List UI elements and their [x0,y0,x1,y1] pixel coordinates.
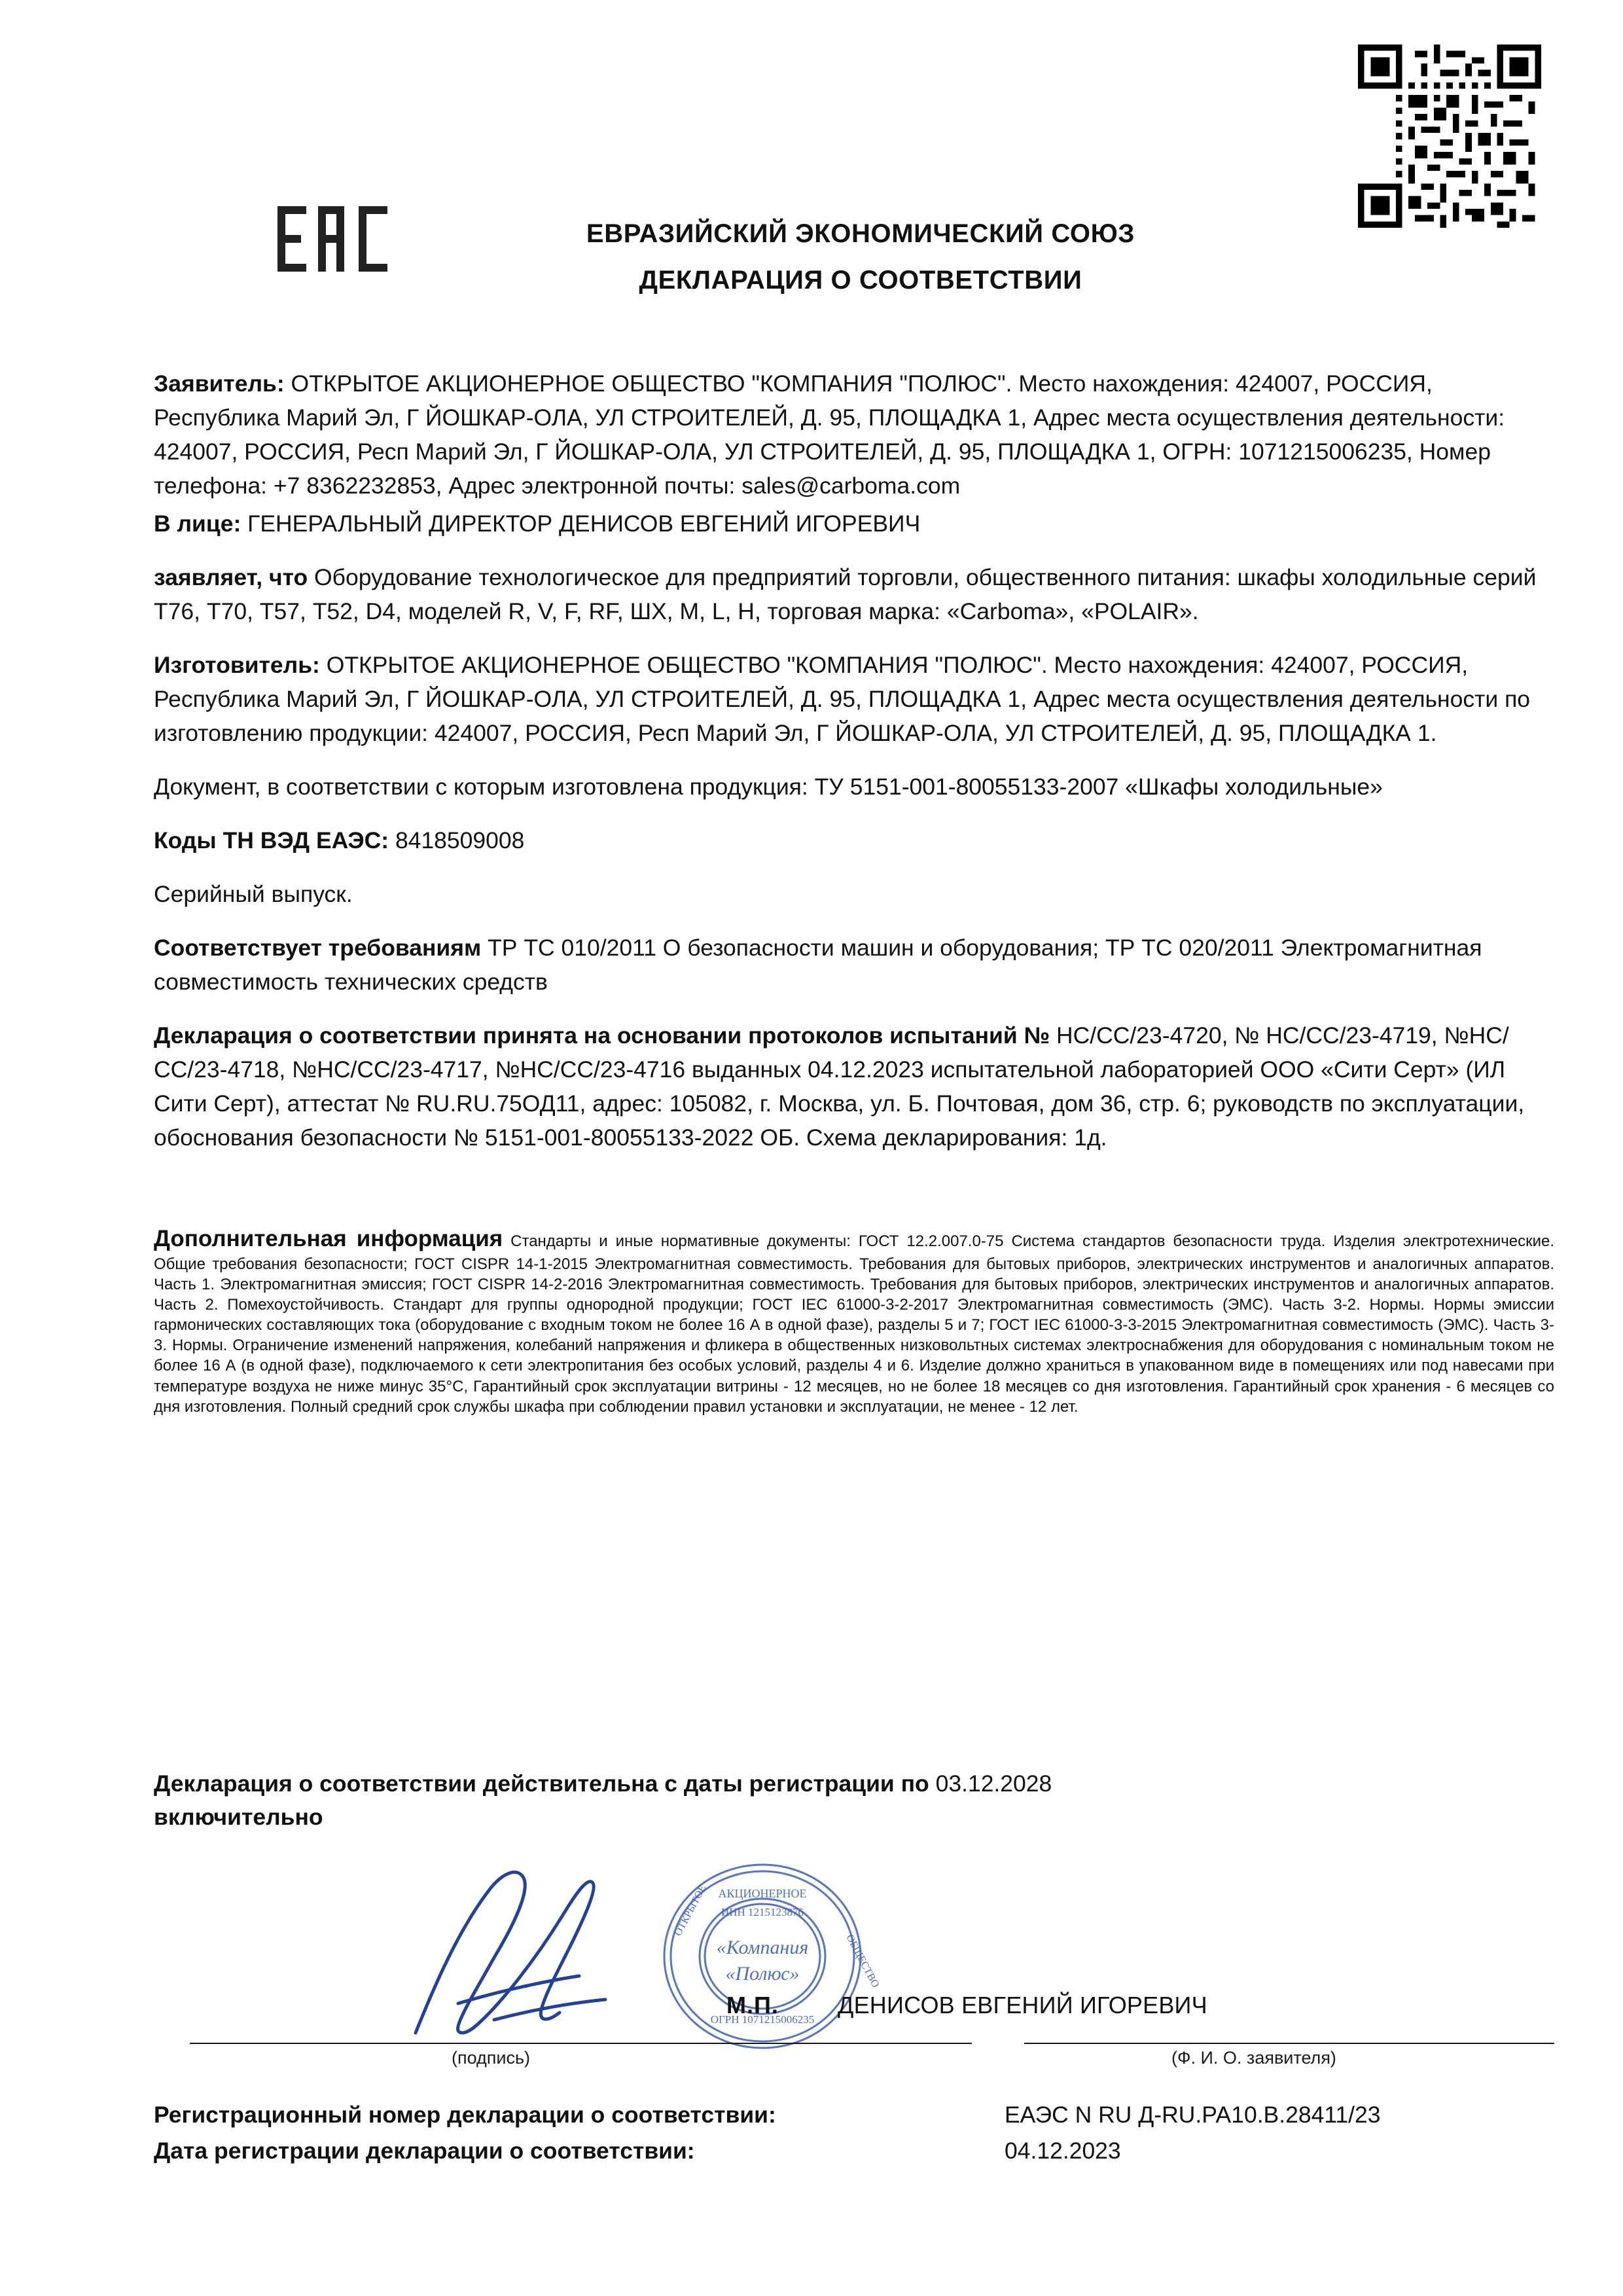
svg-text:ИНН 1215123876: ИНН 1215123876 [721,1905,804,1918]
validity-label: Декларация о соответствии действительна с даты регистрации по [154,1770,929,1797]
svg-text:«Компания: «Компания [716,1936,809,1958]
applicant-paragraph [154,367,1554,503]
validity-paragraph [154,1767,1554,1835]
svg-text:«Полюс»: «Полюс» [725,1962,800,1984]
svg-text:АКЦИОНЕРНОЕ: АКЦИОНЕРНОЕ [718,1886,807,1900]
declares-label: заявляет, что [154,564,308,590]
manufacturer-paragraph [154,648,1554,750]
registration-date-row [154,2138,1554,2164]
signature-rule-right [1024,2043,1554,2044]
applicant-text: ОТКРЫТОЕ АКЦИОНЕРНОЕ ОБЩЕСТВО "КОМПАНИЯ "ПОЛЮС". Место нахождения: 424007, РОССИЯ, Республика Марий Эл, Г ЙОШКАР-ОЛА, УЛ СТРОИТЕЛЕЙ, Д. 95, ПЛОЩАДКА 1, Адрес места осуществления деятельности: 424007, РОССИЯ, Респ Марий Эл, Г ЙОШКАР-ОЛА, УЛ СТРОИТЕЛЕЙ, Д. 95, ПЛОЩАДКА 1, ОГРН: 1071215006235, Номер телефона: +7 8362232853, Адрес электронной почты: sales@carboma.com [154,370,1505,499]
signature-rule-left [190,2043,972,2044]
company-round-stamp-icon [638,1858,887,2054]
validity-tail: включительно [154,1804,323,1831]
document-body [154,367,1554,1417]
conformity-label: Соответствует требованиям [154,935,482,961]
tnved-label: Коды ТН ВЭД ЕАЭС: [154,827,389,853]
document-basis-paragraph: Документ, в соответствии с которым изготовлена продукция: ТУ 5151-001-80055133-2007 «Шкафы холодильные» [154,774,1383,800]
additional-information-label: Дополнительная информация [154,1226,503,1251]
signature-caption-right: (Ф. И. О. заявителя) [1171,2047,1336,2068]
registration-number-row [154,2102,1554,2128]
conformity-text: ТР ТС 010/2011 О безопасности машин и оборудования; ТР ТС 020/2011 Электромагнитная совместимость технических средств [154,935,1482,995]
registration-number-label: Регистрационный номер декларации о соответствии: [154,2101,776,2128]
registration-number-value: ЕАЭС N RU Д-RU.РА10.В.28411/23 [1005,2101,1381,2128]
tnved-paragraph [154,823,1554,857]
svg-text:ОБЩЕСТВО: ОБЩЕСТВО [844,1932,882,1990]
representative-label: В лице: [154,511,241,537]
protocols-text: НС/СС/23-4720, № НС/СС/23-4719, №НС/СС/23-4718, №НС/СС/23-4717, №НС/СС/23-4716 выданных 04.12.2023 испытательной лабораторией ООО «Сити Серт» (ИЛ Сити Серт), аттестат № RU.RU.75ОД11, адрес: 105082, г. Москва, ул. Б. Почтовая, дом 36, стр. 6; руководств по эксплуатации, обоснования безопасности № 5151-001-80055133-2022 ОБ. Схема декларирования: 1д. [154,1022,1525,1151]
tnved-value: 8418509008 [389,827,525,853]
page-subtitle: ДЕКЛАРАЦИЯ О СООТВЕТСТВИИ [639,266,1082,295]
representative-text: ГЕНЕРАЛЬНЫЙ ДИРЕКТОР ДЕНИСОВ ЕВГЕНИЙ ИГОРЕВИЧ [241,511,921,537]
declares-paragraph [154,560,1554,628]
protocols-paragraph [154,1018,1554,1155]
registration-date-value: 04.12.2023 [1005,2137,1121,2164]
validity-date: 03.12.2028 [929,1770,1052,1797]
page-title: ЕВРАЗИЙСКИЙ ЭКОНОМИЧЕСКИЙ СОЮЗ [586,219,1135,248]
stamp-place-label: М.П. [726,1991,779,2018]
conformity-paragraph [154,931,1554,999]
manufacturer-text: ОТКРЫТОЕ АКЦИОНЕРНОЕ ОБЩЕСТВО "КОМПАНИЯ "ПОЛЮС". Место нахождения: 424007, РОССИЯ, Республика Марий Эл, Г ЙОШКАР-ОЛА, УЛ СТРОИТЕЛЕЙ, Д. 95, ПЛОЩАДКА 1, Адрес места осуществления деятельности по изготовлению продукции: 424007, РОССИЯ, Респ Марий Эл, Г ЙОШКАР-ОЛА, УЛ СТРОИТЕЛЕЙ, Д. 95, ПЛОЩАДКА 1. [154,652,1531,746]
svg-text:ОГРН 1071215006235: ОГРН 1071215006235 [710,2013,815,2026]
document-header [154,0,1554,340]
handwritten-signature-icon [396,1853,671,2049]
signature-rules [154,2043,1554,2045]
signatory-name: ДЕНИСОВ ЕВГЕНИЙ ИГОРЕВИЧ [838,1991,1207,2018]
additional-information-block [154,1224,1554,1417]
svg-text:ОТКРЫТОЕ: ОТКРЫТОЕ [672,1883,709,1938]
manufacturer-label: Изготовитель: [154,652,320,678]
page-content [154,0,1555,2164]
registration-block [154,2102,1554,2174]
declares-text: Оборудование технологическое для предприятий торговли, общественного питания: шкафы холодильные серий Т76, Т70, Т57, Т52, D4, моделей R, V, F, RF, ШХ, M, L, H, торговая марка: «Carboma», «POLAIR». [154,564,1537,624]
qr-code-icon [1358,45,1541,228]
signature-caption-left: (подпись) [452,2047,531,2068]
document-title-block [370,216,1351,295]
registration-date-label: Дата регистрации декларации о соответствии: [154,2137,695,2164]
protocols-label: Декларация о соответствии принята на основании протоколов испытаний № [154,1022,1050,1049]
serial-paragraph: Серийный выпуск. [154,881,353,907]
document-footer [154,1767,1554,2225]
applicant-label: Заявитель: [154,370,285,397]
additional-information-text: Стандарты и иные нормативные документы: ГОСТ 12.2.007.0-75 Система стандартов безопасности труда. Изделия электротехнические. Общие требования безопасности; ГОСТ CISPR 14-1-2015 Электромагнитная совместимость. Требования для бытовых приборов, электрических инструментов и аналогичных аппаратов. Часть 1. Электромагнитная эмиссия; ГОСТ CISPR 14-2-2016 Электромагнитная совместимость. Требования для бытовых приборов, электрических инструментов и аналогичных аппаратов. Часть 2. Помехоустойчивость. Стандарт для группы однородной продукции; ГОСТ IEC 61000-3-2-2017 Электромагнитная совместимость (ЭМС). Часть 3-2. Нормы. Нормы эмиссии гармонических составляющих тока (оборудование с входным током не более 16 А в одной фазе), разделы 5 и 7; ГОСТ IEC 61000-3-3-2015 Электромагнитная совместимость (ЭМС). Часть 3-3. Нормы. Ограничение изменений напряжения, колебаний напряжения и фликера в общественных низковольтных системах электроснабжения для оборудования с номинальным током не более 16 А (в одной фазе), подключаемого к сети электропитания без особых условий, разделы 4 и 6. Изделие должно храниться в упакованном виде в помещениях или под навесами при температуре воздуха не ниже минус 35°С, Гарантийный срок эксплуатации витрины - 12 месяцев, но не более 18 месяцев со дня изготовления. Гарантийный срок хранения - 6 месяцев со дня изготовления. Полный средний срок службы шкафа при соблюдении правил установки и эксплуатации, не менее - 12 лет. [154,1232,1555,1416]
representative-paragraph [154,507,1554,541]
signature-area [154,1846,1554,2164]
